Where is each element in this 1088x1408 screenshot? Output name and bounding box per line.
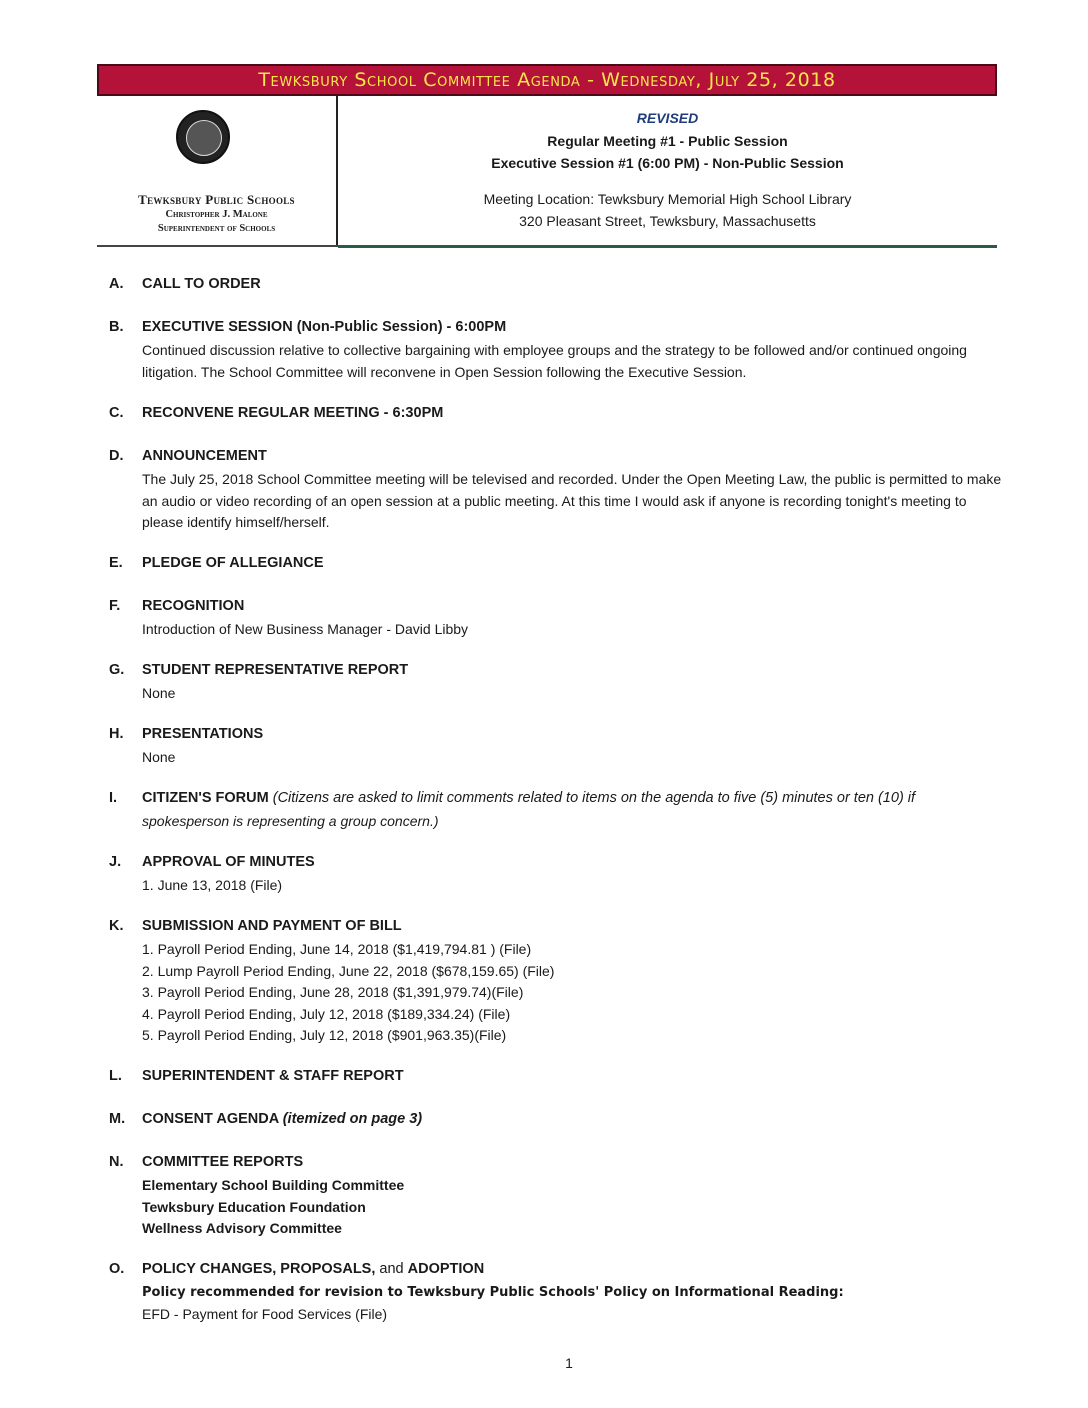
item-heading: APPROVAL OF MINUTES (142, 854, 315, 870)
item-letter: K. (109, 918, 124, 934)
meeting-line-1: Regular Meeting #1 - Public Session (547, 133, 788, 149)
item-heading (142, 790, 915, 806)
superintendent-name: Christopher J. Malone (165, 209, 268, 220)
item-letter: H. (109, 726, 124, 742)
item-body (142, 939, 1047, 1047)
revised-label: REVISED (636, 110, 699, 126)
item-heading: STUDENT REPRESENTATIVE REPORT (142, 662, 409, 678)
bill-line[interactable]: 3. Payroll Period Ending, June 28, 2018 ($1,391,979.74)(File) (142, 984, 524, 1000)
committee-line: Wellness Advisory Committee (142, 1220, 342, 1236)
item-body (142, 619, 1047, 641)
item-heading-text: CITIZEN'S FORUM (142, 790, 269, 806)
item-heading: ANNOUNCEMENT (142, 448, 267, 464)
body-line: an audio or video recording of an open session at a public meeting. At this time I would ask if anyone is recording tonight's meeting to (142, 492, 967, 509)
meeting-line-2: Executive Session #1 (6:00 PM) - Non-Public Session (491, 155, 844, 171)
body-line: None (142, 685, 176, 701)
item-heading: SUPERINTENDENT & STAFF REPORT (142, 1068, 404, 1084)
item-heading (142, 1111, 422, 1127)
item-body (142, 683, 1047, 705)
item-letter: M. (109, 1111, 126, 1127)
org-name: Tewksbury Public Schools (138, 192, 295, 207)
body-line: please identify himself/herself. (142, 514, 330, 530)
item-heading-text: POLICY CHANGES, PROPOSALS, (142, 1261, 376, 1277)
bill-line[interactable]: 2. Lump Payroll Period Ending, June 22, 2018 ($678,159.65) (File) (142, 962, 555, 979)
page-number: 1 (565, 1355, 573, 1371)
location-line-2: 320 Pleasant Street, Tewksbury, Massachusetts (519, 213, 816, 229)
item-letter: B. (109, 319, 124, 335)
superintendent-title: Superintendent of Schools (157, 223, 276, 234)
item-heading: CALL TO ORDER (142, 276, 261, 292)
item-letter: D. (109, 448, 124, 464)
item-letter: F. (109, 598, 121, 614)
letterhead-left (97, 96, 338, 246)
committee-line: Elementary School Building Committee (142, 1177, 405, 1193)
item-heading: COMMITTEE REPORTS (142, 1154, 304, 1170)
agenda-title: Tewksbury School Committee Agenda - Wednesday, July 25, 2018 (258, 69, 836, 91)
item-body (142, 469, 1047, 534)
item-heading: PLEDGE OF ALLEGIANCE (142, 555, 324, 571)
item-heading (142, 1261, 484, 1277)
letterhead-right (338, 96, 997, 246)
town-seal-icon (176, 110, 230, 164)
letterhead (97, 96, 997, 246)
committee-line: Tewksbury Education Foundation (142, 1198, 366, 1215)
body-line: litigation. The School Committee will reconvene in Open Session following the Executive Session. (142, 363, 747, 380)
body-line: spokesperson is representing a group concern.) (142, 813, 439, 829)
bill-line[interactable]: 4. Payroll Period Ending, July 12, 2018 ($189,334.24) (File) (142, 1005, 511, 1022)
item-heading: RECOGNITION (142, 598, 245, 614)
item-letter: C. (109, 405, 124, 421)
location-line-1: Meeting Location: Tewksbury Memorial High School Library (483, 191, 852, 207)
item-letter: A. (109, 276, 124, 292)
item-body (142, 1282, 1047, 1325)
item-heading: SUBMISSION AND PAYMENT OF BILL (142, 918, 402, 934)
item-heading-text: CONSENT AGENDA (142, 1111, 279, 1127)
policy-file-link[interactable]: EFD - Payment for Food Services (File) (142, 1305, 388, 1322)
item-body (142, 340, 1047, 383)
item-letter: I. (109, 790, 118, 806)
item-heading: PRESENTATIONS (142, 726, 264, 742)
policy-line: Policy recommended for revision to Tewksbury Public Schools' Policy on Informational Reading: (142, 1285, 844, 1300)
item-body (142, 875, 1047, 897)
body-line: The July 25, 2018 School Committee meeting will be televised and recorded. Under the Open Meeting Law, the public is permitted to make (142, 471, 1002, 487)
item-body (142, 1175, 1047, 1240)
item-heading-text-end: ADOPTION (407, 1261, 485, 1277)
bill-line[interactable]: 5. Payroll Period Ending, July 12, 2018 ($901,963.35)(File) (142, 1027, 507, 1043)
body-line: None (142, 749, 176, 765)
item-letter: N. (109, 1154, 124, 1170)
item-letter: L. (109, 1068, 122, 1084)
item-heading-note: (itemized on page 3) (282, 1111, 423, 1127)
body-line: Continued discussion relative to collective bargaining with employee groups and the strategy to be followed and/or continued ongoing (142, 342, 967, 358)
item-heading: RECONVENE REGULAR MEETING - 6:30PM (142, 405, 444, 421)
item-body (142, 811, 1047, 833)
item-letter: G. (109, 662, 125, 678)
item-letter: O. (109, 1261, 125, 1277)
item-letter: E. (109, 555, 123, 571)
minutes-link[interactable]: 1. June 13, 2018 (File) (142, 877, 283, 893)
agenda-title-banner (97, 64, 997, 96)
header-divider-left (97, 245, 338, 247)
body-line: Introduction of New Business Manager - David Libby (142, 621, 469, 637)
item-heading: EXECUTIVE SESSION (Non-Public Session) - 6:00PM (142, 319, 507, 335)
item-heading-note: (Citizens are asked to limit comments related to items on the agenda to five (5) minutes or ten (10) if (272, 790, 916, 806)
header-divider-right (338, 245, 997, 248)
item-heading-connector: and (375, 1261, 408, 1277)
item-letter: J. (109, 854, 122, 870)
item-body (142, 747, 1047, 769)
bill-line[interactable]: 1. Payroll Period Ending, June 14, 2018 ($1,419,794.81 ) (File) (142, 941, 532, 957)
